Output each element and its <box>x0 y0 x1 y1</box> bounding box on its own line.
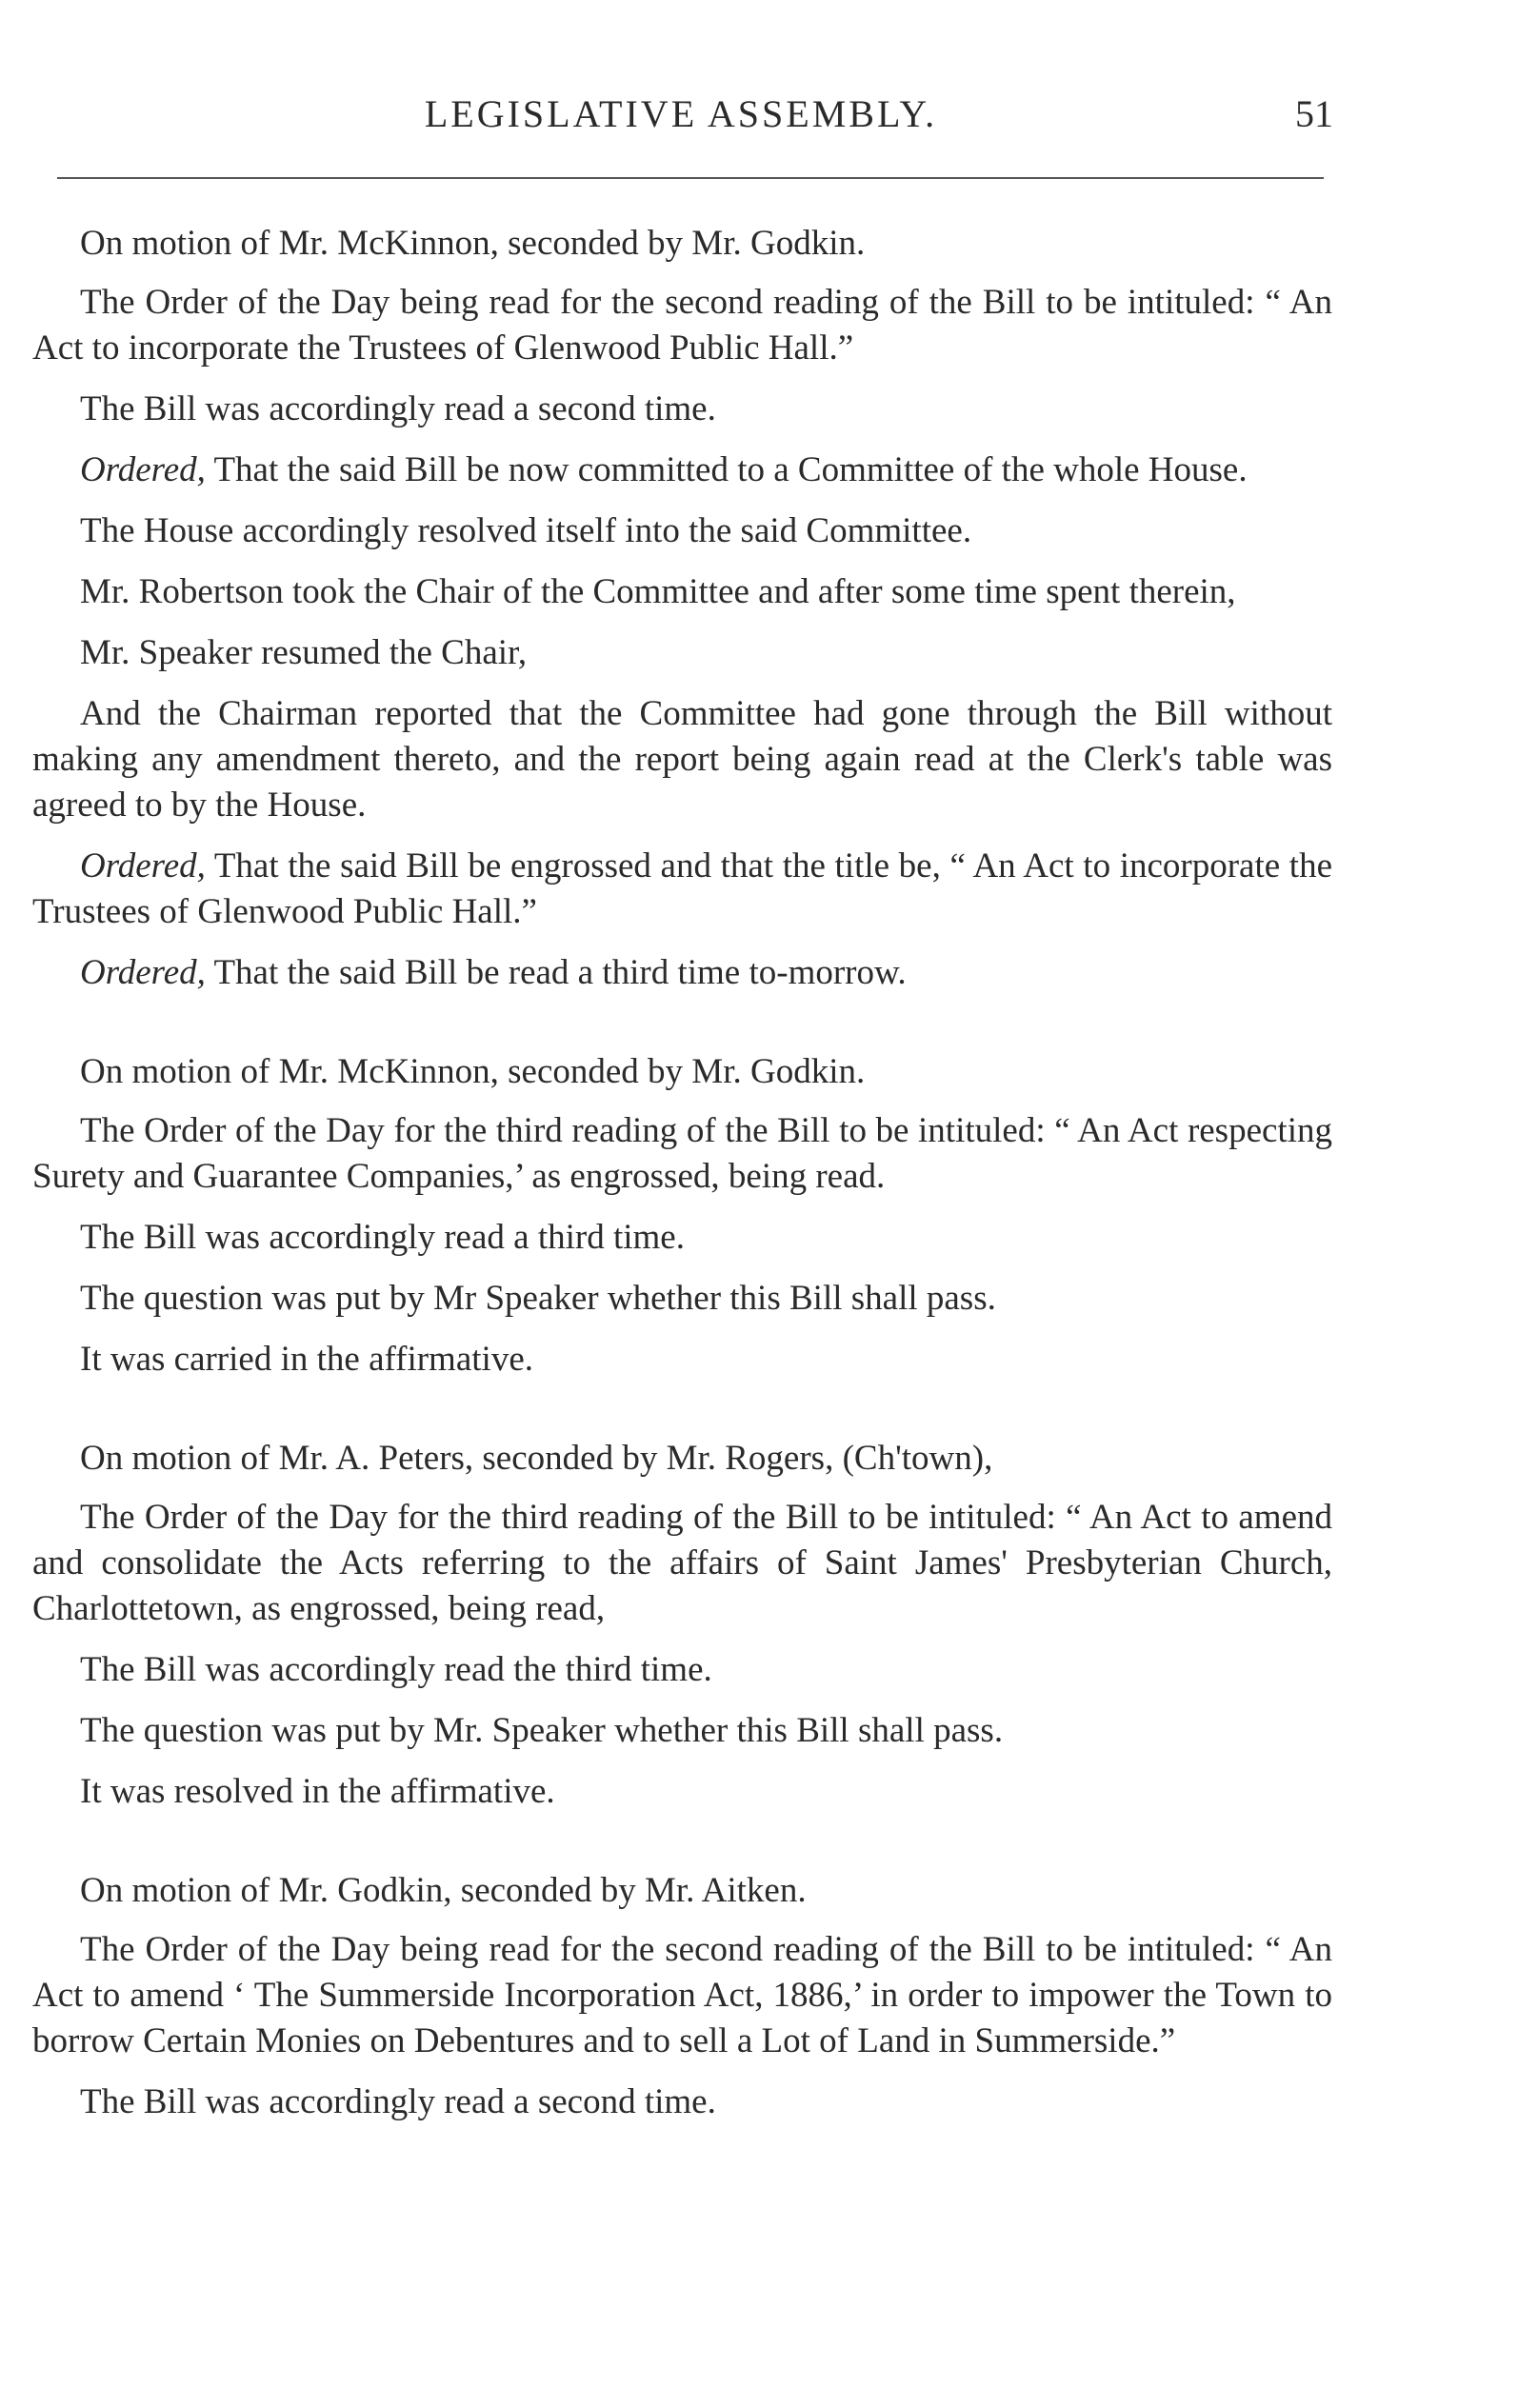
paragraph <box>32 844 1332 935</box>
paragraph: The Bill was accordingly read a second time. <box>80 2082 716 2121</box>
paragraph: The Order of the Day being read for the second reading of the Bill to be intituled: “ An Act to amend ‘ The Summerside Incorporation Act, 1886,’ in order to impower the Town to borrow Certain Monies on Debentures and to sell a Lot of Land in Summerside.” <box>32 1930 1332 2060</box>
paragraph: It was carried in the affirmative. <box>80 1340 533 1379</box>
paragraph: The House accordingly resolved itself into the said Committee. <box>80 511 972 550</box>
paragraph: The question was put by Mr. Speaker whether this Bill shall pass. <box>80 1711 1004 1750</box>
paragraph-text: That the said Bill be engrossed and that the title be, “ An Act to incorporate the Trustees of Glenwood Public Hall.” <box>32 846 1332 931</box>
paragraph: The Bill was accordingly read a second time. <box>80 389 716 428</box>
paragraph <box>32 950 1332 996</box>
paragraph-text: That the said Bill be now committed to a Committee of the whole House. <box>205 450 1248 489</box>
paragraph: The Bill was accordingly read the third time. <box>80 1650 712 1689</box>
proceeding-surety-third-reading <box>32 1049 1332 1383</box>
paragraph: The Order of the Day being read for the second reading of the Bill to be intituled: “ An Act to incorporate the Trustees of Glenwood Public Hall.” <box>32 283 1332 368</box>
motion-line: On motion of Mr. McKinnon, seconded by Mr. Godkin. <box>80 224 866 263</box>
paragraph: And the Chairman reported that the Committee had gone through the Bill without making any amendment thereto, and the report being again read at the Clerk's table was agreed to by the House. <box>32 694 1332 825</box>
motion-line: On motion of Mr. Godkin, seconded by Mr. Aitken. <box>80 1871 807 1910</box>
running-head: LEGISLATIVE ASSEMBLY. <box>424 92 938 135</box>
paragraph: It was resolved in the affirmative. <box>80 1772 555 1811</box>
paragraph: The question was put by Mr Speaker whether this Bill shall pass. <box>80 1279 996 1318</box>
paragraph: Mr. Robertson took the Chair of the Committee and after some time spent therein, <box>80 572 1236 611</box>
page-header <box>29 91 1333 149</box>
proceeding-glenwood-second-reading <box>32 221 1332 996</box>
ordered-italic: Ordered, <box>80 450 206 489</box>
proceeding-st-james-third-reading <box>32 1436 1332 1815</box>
motion-line: On motion of Mr. A. Peters, seconded by Mr. Rogers, (Ch'town), <box>80 1439 993 1478</box>
paragraph <box>32 448 1332 493</box>
motion-line: On motion of Mr. McKinnon, seconded by Mr. Godkin. <box>80 1052 866 1091</box>
page-body <box>32 221 1332 2140</box>
paragraph: The Bill was accordingly read a third time. <box>80 1218 685 1257</box>
paragraph: Mr. Speaker resumed the Chair, <box>80 633 528 672</box>
ordered-italic: Ordered, <box>80 846 206 886</box>
proceeding-summerside-second-reading <box>32 1868 1332 2125</box>
header-rule <box>57 177 1324 179</box>
paragraph-text: That the said Bill be read a third time to-morrow. <box>205 953 907 992</box>
ordered-italic: Ordered, <box>80 953 206 992</box>
paragraph: The Order of the Day for the third reading of the Bill to be intituled: “ An Act to amend and consolidate the Acts referring to the affairs of Saint James' Presbyterian Church, Charlottetown, as engrossed, being read, <box>32 1498 1332 1628</box>
page-number: 51 <box>1295 92 1333 135</box>
paragraph: The Order of the Day for the third reading of the Bill to be intituled: “ An Act respecting Surety and Guarantee Companies,’ as engrossed, being read. <box>32 1111 1332 1196</box>
